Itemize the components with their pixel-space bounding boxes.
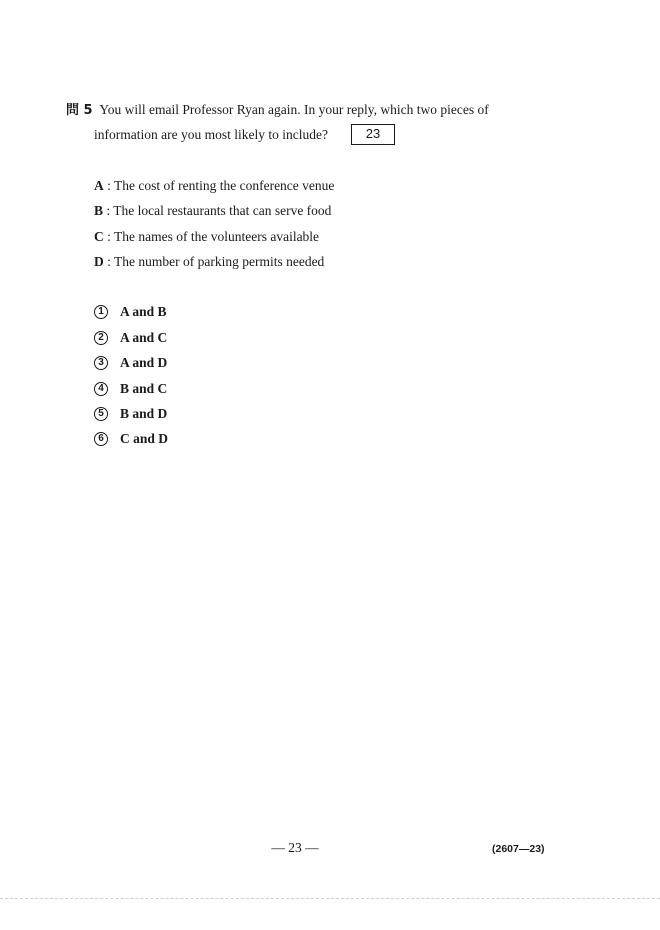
choice-1[interactable] (94, 303, 167, 321)
option-c (94, 228, 319, 246)
option-text: : The names of the volunteers available (103, 229, 320, 244)
page-number: — 23 — (271, 840, 319, 855)
choice-text: A and C (120, 330, 168, 345)
option-d (94, 253, 324, 271)
bottom-divider (0, 898, 660, 899)
choice-text: B and C (120, 381, 168, 396)
choice-number-icon: 6 (94, 432, 108, 446)
option-b (94, 202, 331, 220)
choice-number-icon: 5 (94, 407, 108, 421)
answer-box[interactable]: 23 (351, 124, 395, 145)
choice-text: C and D (120, 431, 169, 446)
question-line-1 (66, 101, 489, 120)
choice-5[interactable] (94, 405, 167, 423)
choice-2[interactable] (94, 329, 167, 347)
choice-4[interactable] (94, 380, 167, 398)
choice-number-icon: 3 (94, 356, 108, 370)
choice-number-icon: 4 (94, 382, 108, 396)
choice-6[interactable] (94, 430, 168, 448)
option-text: : The local restaurants that can serve food (103, 203, 332, 218)
option-letter: C (94, 229, 104, 244)
option-letter: D (94, 254, 104, 269)
option-a (94, 177, 334, 195)
option-text: : The number of parking permits needed (103, 254, 325, 269)
option-letter: A (94, 178, 104, 193)
option-text: : The cost of renting the conference venue (103, 178, 335, 193)
choice-text: B and D (120, 406, 168, 421)
choice-number-icon: 1 (94, 305, 108, 319)
question-line-2 (94, 126, 328, 144)
choice-number-icon: 2 (94, 331, 108, 345)
question-text-2: information are you most likely to include? (94, 127, 328, 142)
choice-3[interactable] (94, 354, 167, 372)
question-number: 問 5 (66, 103, 93, 118)
choice-text: A and D (120, 355, 168, 370)
exam-code: (2607—23) (492, 843, 545, 855)
question-text-1: You will email Professor Ryan again. In your reply, which two pieces of (99, 102, 489, 117)
choice-text: A and B (120, 304, 167, 319)
option-letter: B (94, 203, 104, 218)
